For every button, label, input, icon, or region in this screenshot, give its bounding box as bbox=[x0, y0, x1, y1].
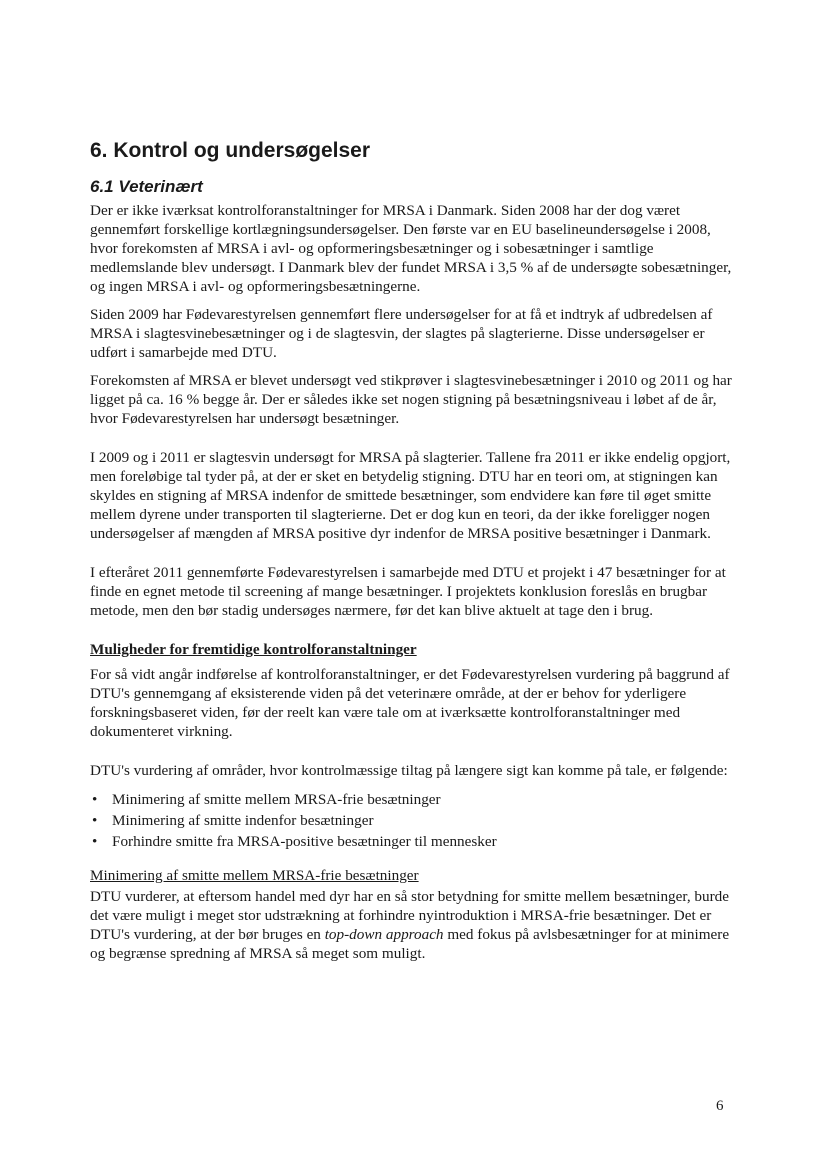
minimize-spread-italic-term: top-down approach bbox=[324, 926, 444, 943]
list-item bbox=[90, 810, 740, 831]
chapter-heading: 6. Kontrol og undersøgelser bbox=[90, 139, 371, 162]
bullet-icon: • bbox=[92, 791, 98, 808]
section-heading: 6.1 Veterinært bbox=[90, 177, 203, 196]
minimize-spread-paragraph bbox=[90, 887, 740, 963]
assessment-list bbox=[90, 789, 740, 852]
future-controls-title: Muligheder for fremtidige kontrolforanstaltninger bbox=[90, 641, 417, 658]
list-item-text: Forhindre smitte fra MRSA-positive besætninger til mennesker bbox=[112, 833, 497, 850]
list-item bbox=[90, 831, 740, 852]
minimize-spread-title: Minimering af smitte mellem MRSA-frie besætninger bbox=[90, 867, 419, 884]
bullet-icon: • bbox=[92, 833, 98, 850]
page-content bbox=[90, 138, 740, 972]
paragraph-5: I efteråret 2011 gennemførte Fødevarestyrelsen i samarbejde med DTU et projekt i 47 besætninger for at finde en egnet metode til screening af mange besætninger. I projektets konklusion foreslås en brugbar metode, men den bør stadig undersøges nærmere, før det kan blive aktuelt at tage den i brug. bbox=[90, 564, 726, 619]
minimize-spread-text-2: med fokus på avlsbesætninger for at minimere og begrænse spredning af MRSA så meget som muligt. bbox=[90, 926, 730, 962]
paragraph-1: Der er ikke iværksat kontrolforanstaltninger for MRSA i Danmark. Siden 2008 har der dog været gennemført forskellige kortlægningsundersøgelser. Den første var en EU baselineundersøgelse i 2008, hvor forekomsten af MRSA i avl- og opformeringsbesætninger og i sobesætninger i samtlige medlemslande blev undersøgt. I Danmark blev der fundet MRSA i 3,5 % af de undersøgte sobesætninger, og ingen MRSA i avl- og opformeringsbesætningerne. bbox=[90, 202, 732, 295]
page-number: 6 bbox=[716, 1098, 724, 1114]
paragraph-4: I 2009 og i 2011 er slagtesvin undersøgt for MRSA på slagterier. Tallene fra 2011 er ikke endelig opgjort, men foreløbige tal tyder på, at der er sket en betydelig stigning. DTU har en teori om, at stigningen kan skyldes en stigning af MRSA indenfor de smittede besætninger, som endvidere kan føre til øget smitte mellem dyrene under transporten til slagterierne. Det er dog kun en teori, da der ikke foreligger nogen undersøgelser af mængden af MRSA positive dyr indenfor de MRSA positive besætninger i Danmark. bbox=[90, 449, 731, 542]
minimize-spread-text-1: DTU vurderer, at eftersom handel med dyr har en så stor betydning for smitte mellem besætninger, burde det være muligt i meget stor udstrækning at forhindre nyintroduktion i MRSA-frie besætninger. Det er DTU's vurdering, at der bør bruges en bbox=[90, 888, 730, 943]
future-controls-paragraph-2: DTU's vurdering af områder, hvor kontrolmæssige tiltag på længere sigt kan komme på tale, er følgende: bbox=[90, 762, 728, 779]
paragraph-2: Siden 2009 har Fødevarestyrelsen gennemført flere undersøgelser for at få et indtryk af udbredelsen af MRSA i slagtesvinebesætninger og i de slagtesvin, der slagtes på slagterierne. Disse undersøgelser er udført i samarbejde med DTU. bbox=[90, 306, 713, 361]
list-item bbox=[90, 789, 740, 810]
list-item-text: Minimering af smitte indenfor besætninger bbox=[112, 812, 374, 829]
bullet-icon: • bbox=[92, 812, 98, 829]
future-controls-paragraph-1: For så vidt angår indførelse af kontrolforanstaltninger, er det Fødevarestyrelsen vurdering på baggrund af DTU's gennemgang af eksisterende viden på det veterinære område, at der er behov for yderligere forskningsbaseret viden, før der reelt kan være tale om at iværksætte kontrolforanstaltninger med dokumenteret virkning. bbox=[90, 666, 730, 740]
paragraph-3: Forekomsten af MRSA er blevet undersøgt ved stikprøver i slagtesvinebesætninger i 2010 og 2011 og har ligget på ca. 16 % begge år. Der er således ikke set nogen stigning på besætningsniveau i løbet af de år, hvor Fødevarestyrelsen har undersøgt besætninger. bbox=[90, 372, 732, 427]
list-item-text: Minimering af smitte mellem MRSA-frie besætninger bbox=[112, 791, 441, 808]
